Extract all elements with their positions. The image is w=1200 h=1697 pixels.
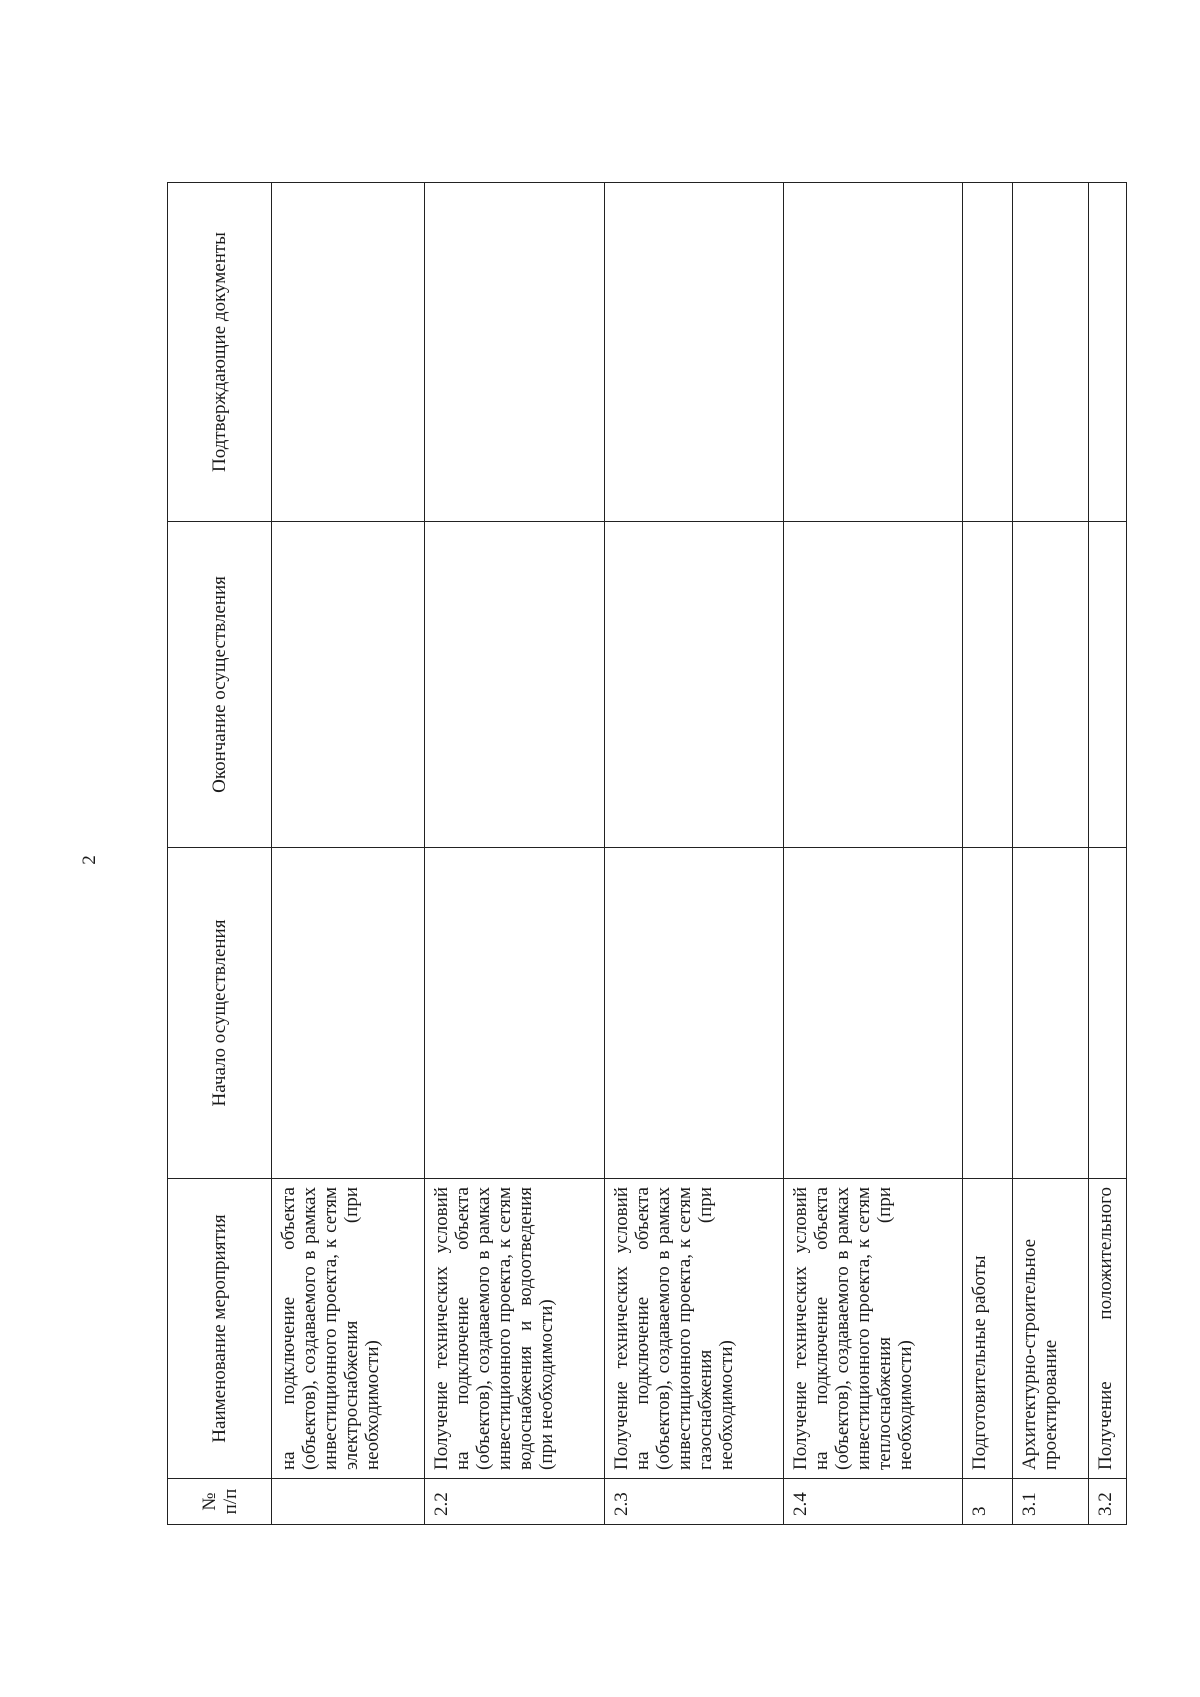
row-name: Архитектурно-строительное проектирование bbox=[1013, 1179, 1089, 1479]
row-end bbox=[963, 522, 1013, 848]
table-row bbox=[1013, 183, 1089, 1525]
table-row bbox=[272, 183, 425, 1525]
table-row bbox=[963, 183, 1013, 1525]
table-row bbox=[784, 183, 963, 1525]
row-end bbox=[1088, 522, 1126, 848]
header-end: Окончание осуществления bbox=[168, 522, 272, 848]
row-end bbox=[784, 522, 963, 848]
page-number: 2 bbox=[79, 855, 100, 865]
row-num: 3.2 bbox=[1088, 1479, 1126, 1525]
row-num: 2.2 bbox=[425, 1479, 604, 1525]
table-row bbox=[425, 183, 604, 1525]
row-num: 3 bbox=[963, 1479, 1013, 1525]
row-docs bbox=[604, 183, 783, 522]
header-start: Начало осуществления bbox=[168, 848, 272, 1179]
row-num: 2.3 bbox=[604, 1479, 783, 1525]
table-rotated-wrapper bbox=[167, 183, 1127, 1525]
row-name: Подготовительные работы bbox=[963, 1179, 1013, 1479]
row-docs bbox=[963, 183, 1013, 522]
row-start bbox=[784, 848, 963, 1179]
row-end bbox=[1013, 522, 1089, 848]
table-row bbox=[604, 183, 783, 1525]
row-docs bbox=[784, 183, 963, 522]
row-start bbox=[1088, 848, 1126, 1179]
row-name: Получение положительного bbox=[1088, 1179, 1126, 1479]
header-name: Наименование мероприятия bbox=[168, 1179, 272, 1479]
row-docs bbox=[1013, 183, 1089, 522]
row-name: на подключение объекта (объектов), создаваемого в рамках инвестиционного проекта, к сетям электроснабжения (при необходимости) bbox=[272, 1179, 425, 1479]
row-start bbox=[604, 848, 783, 1179]
header-docs: Подтверждающие документы bbox=[168, 183, 272, 522]
row-num: 2.4 bbox=[784, 1479, 963, 1525]
row-end bbox=[604, 522, 783, 848]
row-end bbox=[272, 522, 425, 848]
row-start bbox=[1013, 848, 1089, 1179]
row-name: Получение технических условий на подключение объекта (объектов), создаваемого в рамках инвестиционного проекта, к сетям теплоснабжения (при необходимости) bbox=[784, 1179, 963, 1479]
row-docs bbox=[425, 183, 604, 522]
row-name: Получение технических условий на подключение объекта (объектов), создаваемого в рамках инвестиционного проекта, к сетям газоснабжения (при необходимости) bbox=[604, 1179, 783, 1479]
row-num bbox=[272, 1479, 425, 1525]
header-num: № п/п bbox=[168, 1479, 272, 1525]
table-row bbox=[1088, 183, 1126, 1525]
row-docs bbox=[1088, 183, 1126, 522]
row-name: Получение технических условий на подключение объекта (объектов), создаваемого в рамках инвестиционного проекта, к сетям водоснабжения и водоотведения (при необходимости) bbox=[425, 1179, 604, 1479]
row-end bbox=[425, 522, 604, 848]
row-start bbox=[272, 848, 425, 1179]
row-docs bbox=[272, 183, 425, 522]
row-start bbox=[963, 848, 1013, 1179]
schedule-table bbox=[167, 182, 1127, 1525]
row-num: 3.1 bbox=[1013, 1479, 1089, 1525]
row-start bbox=[425, 848, 604, 1179]
